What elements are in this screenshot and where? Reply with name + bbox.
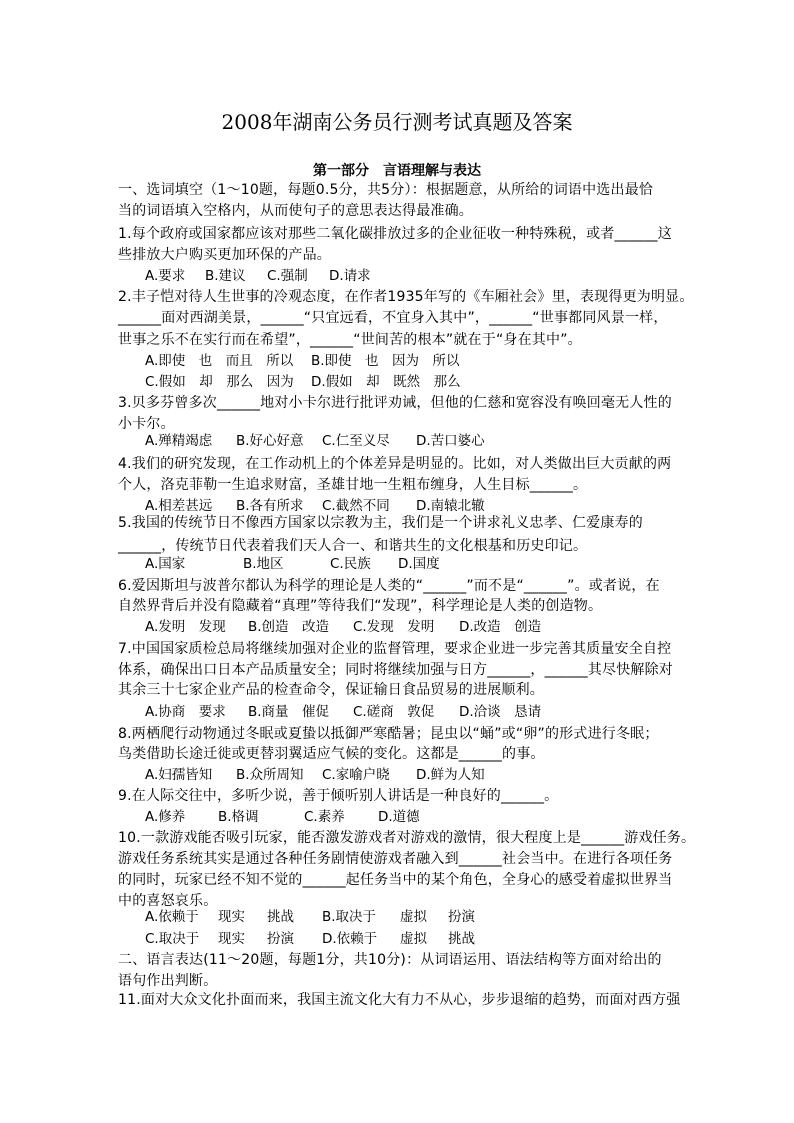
text-line: 6.爱因斯坦与波普尔都认为科学的理论是人类的“______”而不是“______”。或者说，在	[118, 578, 660, 594]
answer-option: D.国度	[398, 556, 440, 572]
answer-option: D.假如 却 既然 那么	[311, 374, 461, 390]
answer-option: A.依赖于	[145, 909, 199, 925]
answer-option: C.截然不同	[322, 498, 390, 514]
text-line: ______，传统节日代表着我们天人合一、和谐共生的文化根基和历史印记。	[118, 538, 588, 554]
answer-option: D.洽谈 恳请	[459, 704, 542, 720]
answer-option: A.妇孺皆知	[145, 767, 213, 783]
text-line: 自然界背后并没有隐藏着“真理”等待我们“发现”，科学理论是人类的创造物。	[118, 598, 603, 614]
text-line: 4.我们的研究发现，在工作动机上的个体差异是明显的。比如，对人类做出巨大贡献的两	[118, 456, 672, 472]
answer-option: D.南辕北辙	[416, 498, 485, 514]
text-line: 11.面对大众文化扑面而来，我国主流文化大有力不从心，步步退缩的趋势，而面对西方强	[118, 992, 681, 1008]
text-line: 7.中国国家质检总局将继续加强对企业的监督管理，要求企业进一步完善其质量安全自控	[118, 641, 672, 657]
text-line: 小卡尔。	[118, 416, 175, 432]
answer-option: A.修养	[145, 809, 186, 825]
answer-option: C.仁至义尽	[322, 433, 390, 449]
answer-option: D.依赖于	[322, 931, 378, 947]
answer-option: A.殚精竭虑	[145, 433, 213, 449]
answer-option: A.国家	[145, 556, 186, 572]
answer-option: C.家喻户晓	[322, 767, 390, 783]
answer-option: 现实	[218, 909, 245, 925]
answer-option: B.即使 也 因为 所以	[311, 353, 460, 369]
answer-option: B.建议	[205, 268, 246, 284]
answer-option: 扮演	[267, 931, 294, 947]
answer-option: 挑战	[267, 909, 294, 925]
section-heading: 第一部分 言语理解与表达	[313, 163, 481, 179]
answer-option: C.磋商 敦促	[353, 704, 435, 720]
answer-option: C.取决于	[145, 931, 200, 947]
answer-option: B.地区	[243, 556, 284, 572]
answer-option: A.相差甚远	[145, 498, 213, 514]
text-line: 1.每个政府或国家都应该对那些二氧化碳排放过多的企业征收一种特殊税，或者______这	[118, 226, 672, 242]
text-line: 当的词语填入空格内，从而使句子的意思表达得最准确。	[118, 203, 473, 219]
answer-option: A.发明 发现	[145, 619, 226, 635]
answer-option: B.各有所求	[236, 498, 304, 514]
answer-option: B.取决于	[322, 909, 377, 925]
answer-option: C.强制	[267, 268, 308, 284]
answer-option: 虚拟	[400, 909, 427, 925]
document-title: 2008年湖南公务员行测考试真题及答案	[221, 110, 573, 134]
text-line: 个人，洛克菲勒一生追求财富，圣雄甘地一生粗布缠身，人生目标______。	[118, 477, 588, 493]
text-line: 8.两栖爬行动物通过冬眠或夏蛰以抵御严寒酷暑；昆虫以“蛹”或“卵”的形式进行冬眠；	[118, 726, 659, 742]
answer-option: 挑战	[448, 931, 475, 947]
answer-option: B.好心好意	[236, 433, 304, 449]
answer-option: A.要求	[145, 268, 186, 284]
text-line: 鸟类借助长途迁徙或更替羽翼适应气候的变化。这都是______的事。	[118, 746, 545, 762]
text-line: 3.贝多芬曾多次______地对小卡尔进行批评劝诫，但他的仁慈和宽容没有唤回毫无人性的	[118, 395, 672, 411]
answer-option: 现实	[218, 931, 245, 947]
answer-option: B.创造 改造	[248, 619, 330, 635]
text-line: 9.在人际交往中，多听少说，善于倾听别人讲话是一种良好的______。	[118, 788, 559, 804]
text-line: 10.一款游戏能否吸引玩家，能否激发游戏者对游戏的激情，很大程度上是______游戏任务。	[118, 830, 696, 846]
text-line: 的同时，玩家已经不知不觉的______起任务当中的某个角色，全身心的感受着虚拟世界当	[118, 872, 673, 888]
answer-option: C.民族	[330, 556, 371, 572]
answer-option: B.格调	[218, 809, 259, 825]
answer-option: B.商量 催促	[248, 704, 330, 720]
text-line: ______面对西湖美景，______“只宜远看，不宜身入其中”，______“世事都同风景一样，	[118, 310, 668, 326]
answer-option: A.即使 也 而且 所以	[145, 353, 294, 369]
text-line: 些排放大户购买更加环保的产品。	[118, 247, 331, 263]
answer-option: B.众所周知	[236, 767, 304, 783]
text-line: 一、选词填空（1～10题，每题0.5分，共5分）：根据题意，从所给的词语中选出最恰	[118, 182, 654, 198]
answer-option: D.鲜为人知	[416, 767, 485, 783]
answer-option: C.素养	[304, 809, 345, 825]
text-line: 世事之乐不在实行而在希望”，______“世间苦的根本”就在于“身在其中”。	[118, 332, 582, 348]
answer-option: 扮演	[448, 909, 475, 925]
answer-option: A.协商 要求	[145, 704, 226, 720]
text-line: 其余三十七家企业产品的检查命令，保证输日食品贸易的进展顺利。	[118, 682, 544, 698]
text-line: 2.丰子恺对待人生世事的冷观态度，在作者1935年写的《车厢社会》里，表现得更为明显。	[118, 289, 694, 305]
text-line: 中的喜怒哀乐。	[118, 893, 218, 909]
answer-option: D.请求	[329, 268, 371, 284]
text-line: 语句作出判断。	[118, 973, 218, 989]
text-line: 游戏任务系统其实是通过各种任务剧情使游戏者融入到______社会当中。在进行各项任务	[118, 851, 673, 867]
answer-option: 虚拟	[400, 931, 427, 947]
answer-option: C.假如 却 那么 因为	[145, 374, 294, 390]
answer-option: C.发现 发明	[353, 619, 435, 635]
text-line: 体系，确保出口日本产品质量安全；同时将继续加强与日方______，______其尽快解除对	[118, 662, 673, 678]
answer-option: D.改造 创造	[459, 619, 542, 635]
answer-option: D.苦口婆心	[416, 433, 485, 449]
answer-option: D.道德	[378, 809, 420, 825]
text-line: 5.我国的传统节日不像西方国家以宗教为主，我们是一个讲求礼义忠孝、仁爱康寿的	[118, 515, 643, 531]
text-line: 二、语言表达(11～20题，每题1分，共10分)：从词语运用、语法结构等方面对给出的	[118, 952, 662, 968]
